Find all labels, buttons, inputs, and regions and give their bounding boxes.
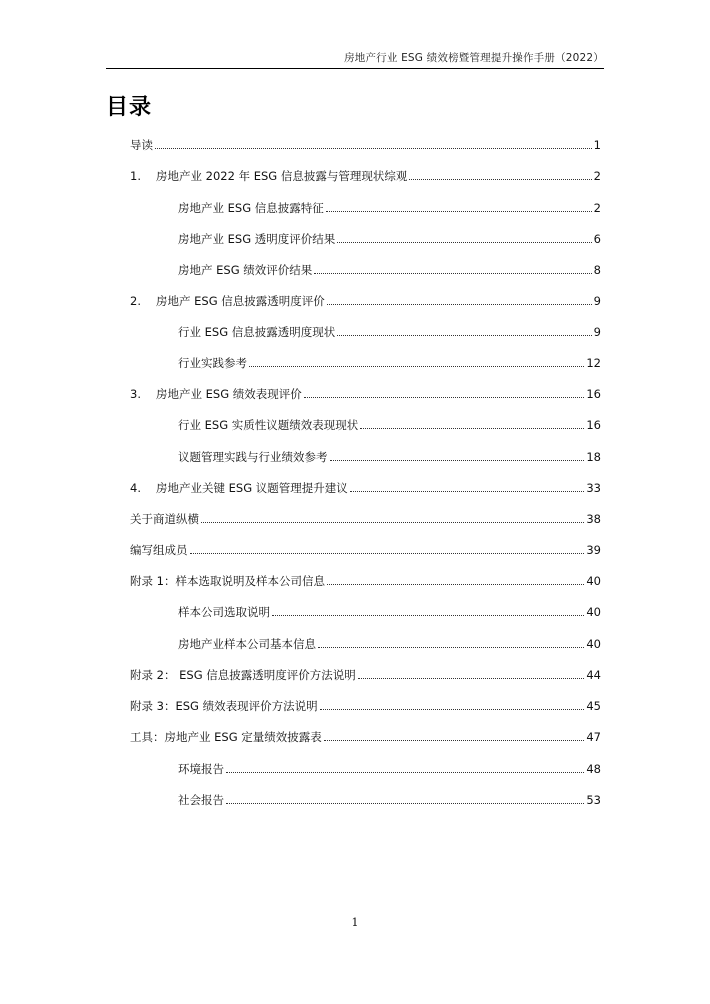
toc-leader-dots [272, 615, 584, 616]
toc-entry-appendix-1-2[interactable] [178, 633, 601, 651]
toc-entry-intro[interactable] [130, 134, 601, 152]
running-header: 房地产行业 ESG 绩效榜暨管理提升操作手册（2022） [344, 52, 604, 64]
toc-entry-chapter-3[interactable] [130, 383, 601, 401]
toc-leader-dots [190, 553, 585, 554]
toc-leader-dots [327, 584, 584, 585]
page-number: 1 [351, 916, 359, 929]
toc-entry-label: 议题管理实践与行业绩效参考 [178, 450, 328, 464]
toc-entry-label: 关于商道纵横 [130, 512, 199, 526]
toc-entry-page: 45 [586, 699, 601, 713]
toc-leader-dots [201, 522, 584, 523]
toc-leader-dots [337, 242, 591, 243]
toc-leader-dots [249, 366, 584, 367]
toc-entry-page: 38 [586, 512, 601, 526]
toc-entry-tool-social[interactable] [178, 789, 601, 807]
toc-entry-section-1-1[interactable] [178, 197, 601, 215]
toc-entry-label: 行业 ESG 实质性议题绩效表现现状 [178, 418, 359, 432]
toc-entry-about[interactable] [130, 508, 601, 526]
toc-entry-page: 33 [586, 481, 601, 495]
toc-entry-page: 40 [586, 637, 601, 651]
toc-entry-label: 房地产业样本公司基本信息 [178, 637, 316, 651]
toc-entry-tool[interactable] [130, 726, 601, 744]
toc-entry-label: 编写组成员 [130, 543, 188, 557]
toc-leader-dots [358, 678, 585, 679]
toc-entry-label: 样本公司选取说明 [178, 605, 270, 619]
toc-entry-label: 房地产业 2022 年 ESG 信息披露与管理现状综观 [156, 169, 408, 183]
toc-leader-dots [327, 304, 592, 305]
toc-leader-dots [318, 647, 584, 648]
toc-entry-page: 8 [593, 263, 601, 277]
toc-entry-chapter-1[interactable] [130, 165, 601, 183]
toc-leader-dots [226, 803, 584, 804]
toc-entry-label: 社会报告 [178, 793, 224, 807]
toc-entry-authors[interactable] [130, 539, 601, 557]
toc-entry-section-2-2[interactable] [178, 352, 601, 370]
toc-entry-chapter-4[interactable] [130, 477, 601, 495]
toc-entry-page: 40 [586, 605, 601, 619]
toc-entry-appendix-1[interactable] [130, 570, 601, 588]
toc-entry-page: 2 [593, 201, 601, 215]
toc-entry-section-3-1[interactable] [178, 414, 601, 432]
toc-entry-section-2-1[interactable] [178, 321, 601, 339]
toc-entry-label: 行业实践参考 [178, 356, 247, 370]
toc-entry-label: 房地产业关键 ESG 议题管理提升建议 [156, 481, 348, 495]
toc-entry-label: 房地产业 ESG 透明度评价结果 [178, 232, 336, 246]
toc-entry-label: 环境报告 [178, 762, 224, 776]
toc-entry-number: 1. [130, 169, 141, 183]
toc-entry-page: 9 [593, 325, 601, 339]
toc-entry-appendix-2[interactable] [130, 664, 601, 682]
toc-entry-chapter-2[interactable] [130, 290, 601, 308]
toc-entry-section-1-2[interactable] [178, 228, 601, 246]
toc-entry-page: 47 [586, 730, 601, 744]
toc-leader-dots [320, 709, 585, 710]
toc-leader-dots [326, 211, 592, 212]
toc-leader-dots [324, 740, 585, 741]
toc-entry-page: 39 [586, 543, 601, 557]
toc-entry-page: 9 [593, 294, 601, 308]
toc-entry-page: 16 [586, 418, 601, 432]
toc-entry-page: 53 [586, 793, 601, 807]
toc-entry-appendix-1-1[interactable] [178, 601, 601, 619]
toc-entry-page: 44 [586, 668, 601, 682]
toc-entry-number: 2. [130, 294, 141, 308]
toc-entry-appendix-3[interactable] [130, 695, 601, 713]
toc-leader-dots [314, 273, 591, 274]
toc-entry-number: 3. [130, 387, 141, 401]
toc-leader-dots [226, 772, 584, 773]
toc-entry-label: 房地产 ESG 信息披露透明度评价 [156, 294, 325, 308]
toc-entry-label: 行业 ESG 信息披露透明度现状 [178, 325, 336, 339]
toc-leader-dots [337, 335, 591, 336]
toc-entry-page: 1 [593, 138, 601, 152]
toc-entry-number: 4. [130, 481, 141, 495]
toc-entry-label: 附录 1：样本选取说明及样本公司信息 [130, 574, 325, 588]
toc-entry-label: 工具：房地产业 ESG 定量绩效披露表 [130, 730, 322, 744]
toc-leader-dots [304, 397, 585, 398]
toc-entry-page: 18 [586, 450, 601, 464]
toc-entry-label: 房地产业 ESG 信息披露特征 [178, 201, 324, 215]
toc-leader-dots [350, 491, 585, 492]
toc-leader-dots [360, 428, 584, 429]
toc-entry-label: 导读 [130, 138, 153, 152]
toc-entry-page: 2 [593, 169, 601, 183]
toc-entry-label: 房地产 ESG 绩效评价结果 [178, 263, 313, 277]
toc-leader-dots [409, 179, 591, 180]
toc-entry-page: 48 [586, 762, 601, 776]
toc-entry-page: 16 [586, 387, 601, 401]
toc-entry-page: 6 [593, 232, 601, 246]
toc-entry-label: 房地产业 ESG 绩效表现评价 [156, 387, 302, 401]
toc-title: 目录 [106, 95, 153, 120]
toc-entry-tool-environment[interactable] [178, 758, 601, 776]
toc-entry-page: 40 [586, 574, 601, 588]
toc-entry-page: 12 [586, 356, 601, 370]
toc-entry-section-3-2[interactable] [178, 446, 601, 464]
toc-entry-label: 附录 3：ESG 绩效表现评价方法说明 [130, 699, 318, 713]
toc-entry-section-1-3[interactable] [178, 259, 601, 277]
toc-leader-dots [330, 460, 585, 461]
toc-entry-label: 附录 2： ESG 信息披露透明度评价方法说明 [130, 668, 356, 682]
toc-leader-dots [155, 148, 592, 149]
